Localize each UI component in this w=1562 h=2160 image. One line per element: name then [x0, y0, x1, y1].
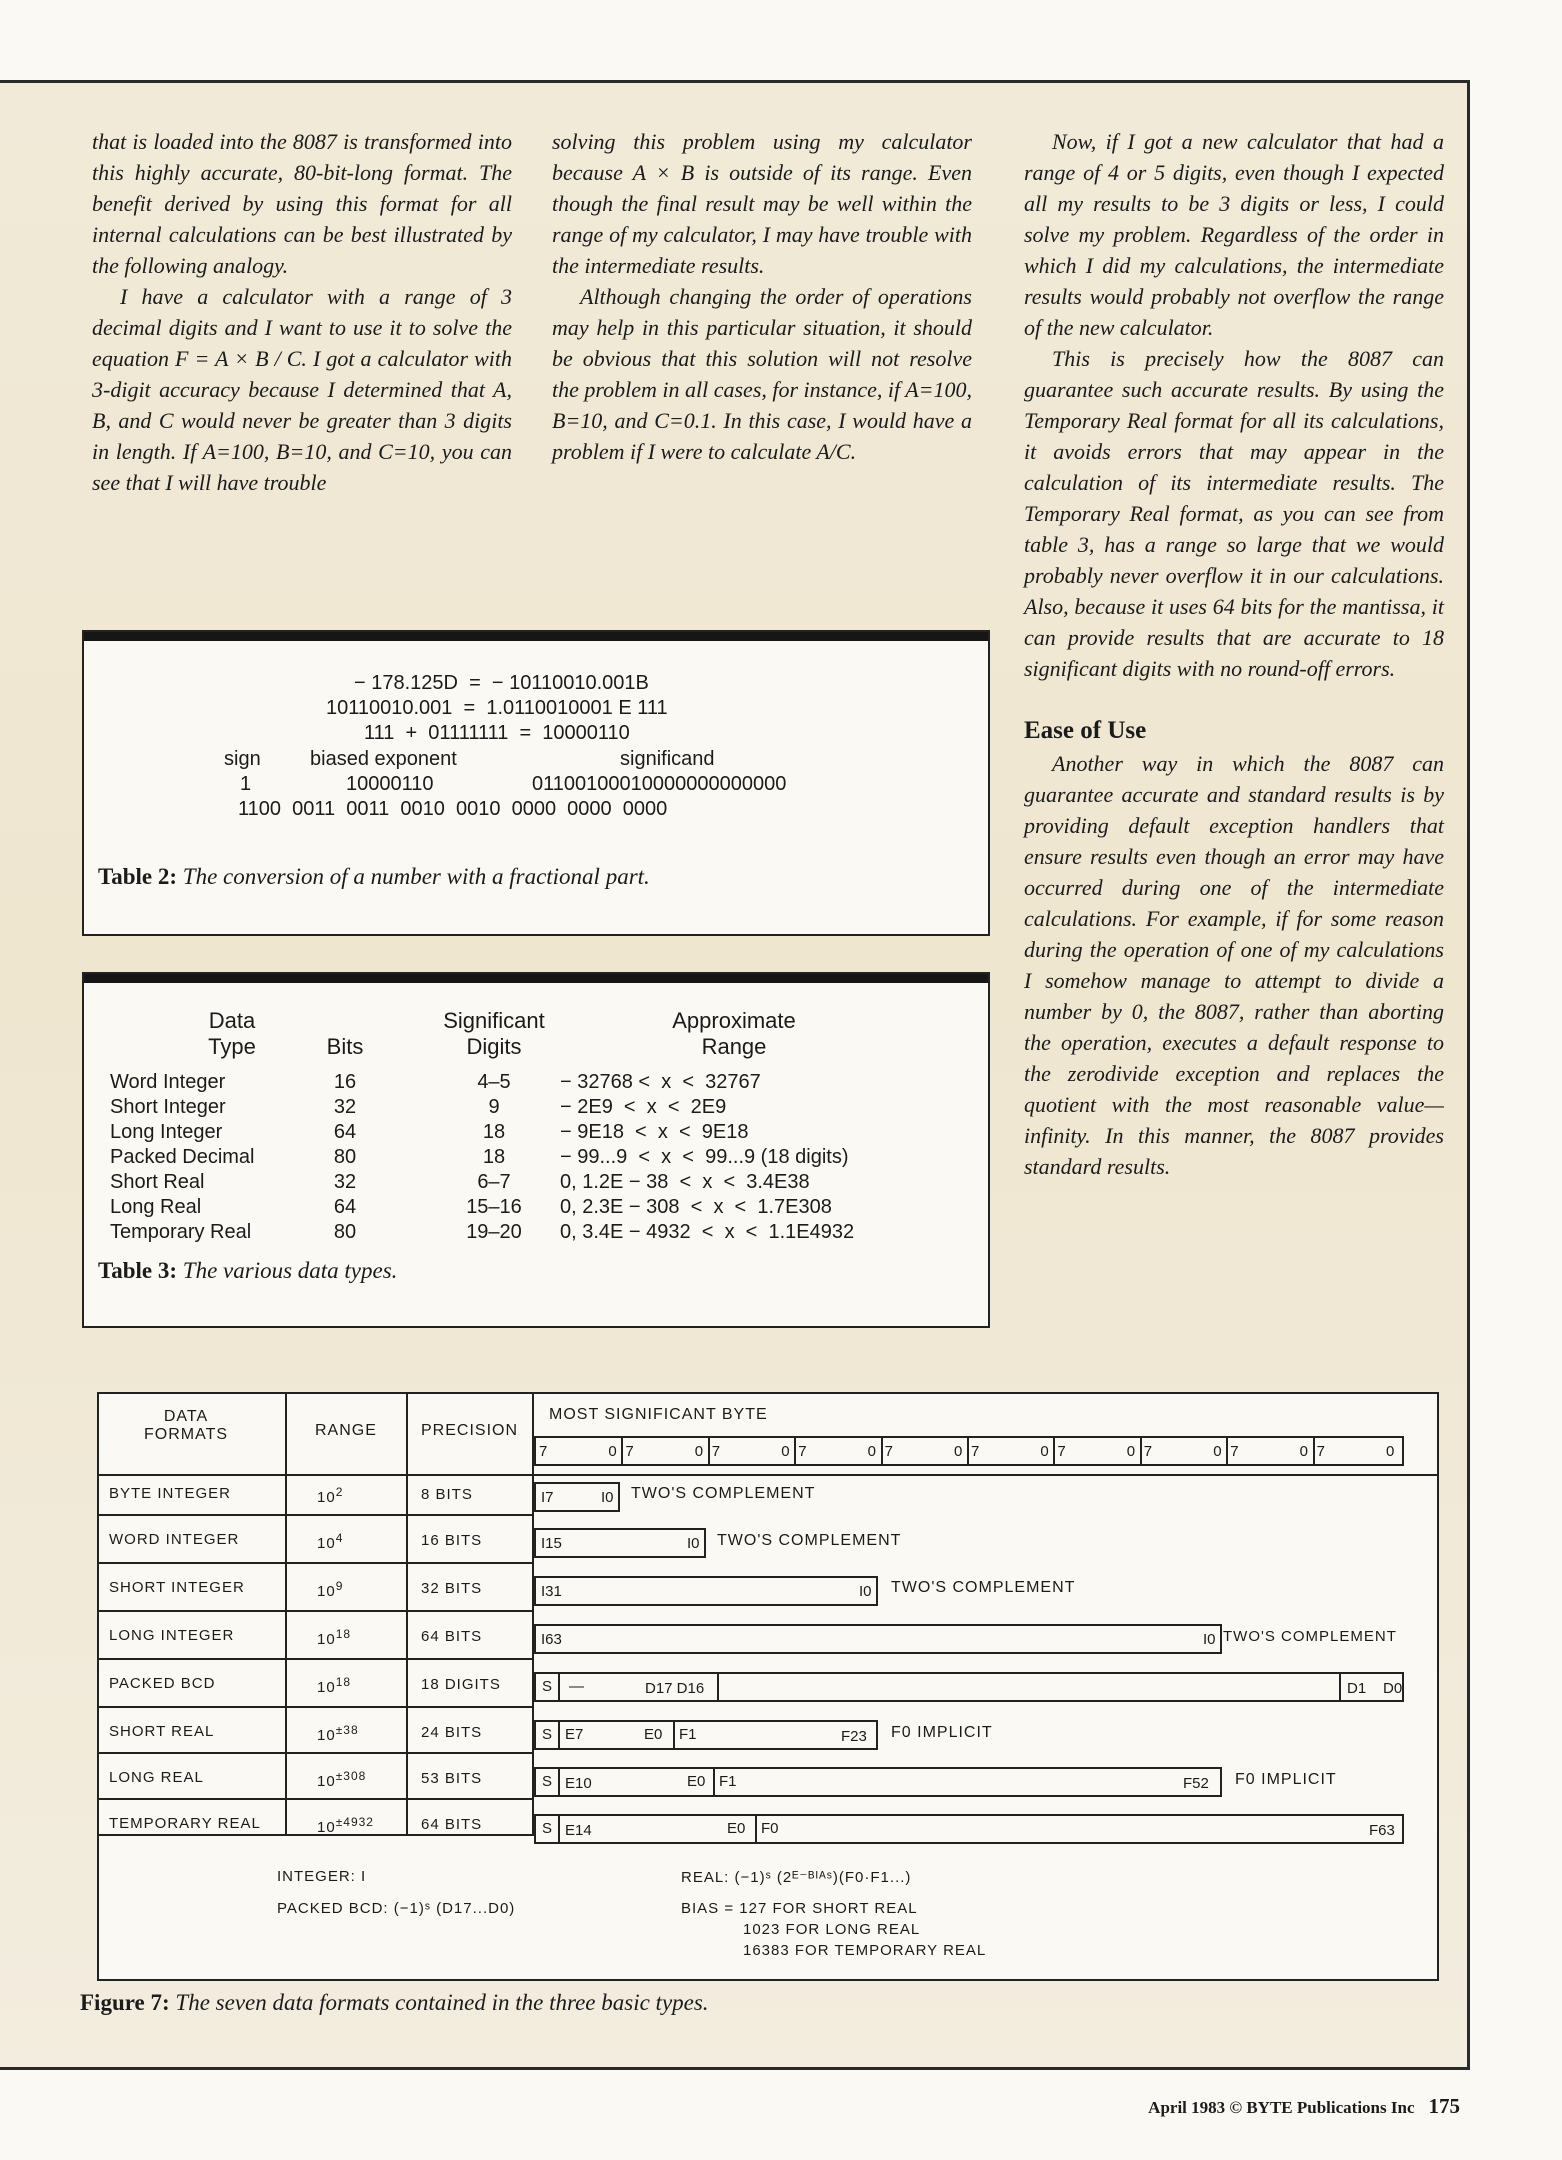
figure-7-caption [80, 1990, 709, 2016]
table-2 [82, 630, 990, 936]
bit-label: I15 [541, 1535, 562, 1552]
caption-text: The seven data formats contained in the three basic types. [175, 1990, 709, 2015]
bit-label: F1 [719, 1773, 737, 1790]
table-cell-type: Short Real [110, 1171, 205, 1193]
range-exponent: ±308 [335, 1769, 367, 1783]
row-divider [99, 1610, 534, 1612]
format-precision: 24 BITS [421, 1724, 483, 1741]
byte-mark: 0 [867, 1443, 876, 1460]
paragraph: Another way in which the 8087 can guarantee accurate and standard results is by providing default exception handlers that ensure results even though an error may have occurred during one of the intermediate calculations. For example, if for some reason during the operation of one of my calculations I somehow manage to attempt to divide a number by 0, the 8087, rather than aborting the operation, executes a default response to the zerodivide exception and replaces the quotient with the most reasonable value—infinity. In this manner, the 8087 provides standard results. [1024, 751, 1444, 1179]
byte-mark: 7 [625, 1443, 634, 1460]
format-range [317, 1815, 374, 1836]
paragraph: solving this problem using my calculator because A × B is outside of its range. Even though the final result may be well within the range of my calculator, I may have trouble with the intermediate results. [552, 129, 972, 278]
format-name: PACKED BCD [109, 1675, 216, 1692]
byte-mark: 0 [1040, 1443, 1049, 1460]
page-rule-bottom [0, 2067, 1470, 2070]
grid-line [406, 1394, 408, 1834]
format-precision: 16 BITS [421, 1532, 483, 1549]
caption-text: The various data types. [182, 1258, 398, 1283]
table-cell-bits: 80 [333, 1221, 357, 1243]
paragraph: Now, if I got a new calculator that had a range of 4 or 5 digits, even though I expected all my results to be 3 digits or less, I could solve my problem. Regardless of the order in which I did my calculations, the intermediate results would probably not overflow the range of the new calculator. [1024, 129, 1444, 340]
range-exponent: 18 [335, 1675, 352, 1689]
table-cell-bits: 64 [333, 1121, 357, 1143]
table-cell-range: − 99...9 < x < 99...9 (18 digits) [560, 1146, 849, 1168]
byte-divider [794, 1436, 796, 1464]
header-approximate-range: Approximate Range [672, 1008, 796, 1059]
format-precision: 53 BITS [421, 1770, 483, 1787]
format-name: LONG REAL [109, 1769, 204, 1786]
format-range [317, 1579, 343, 1600]
format-precision: 8 BITS [421, 1486, 473, 1503]
byte-mark: 7 [1057, 1443, 1066, 1460]
legend-packed-bcd: PACKED BCD: (−1)ˢ (D17...D0) [277, 1900, 516, 1917]
format-name: BYTE INTEGER [109, 1485, 232, 1502]
section-heading: Ease of Use [1024, 717, 1147, 744]
byte-strip [534, 1436, 1404, 1466]
conversion-line: − 178.125D = − 10110010.001B [354, 672, 649, 694]
bit-label: S [542, 1726, 553, 1743]
caption-text: The conversion of a number with a fractional part. [182, 864, 650, 889]
bit-label: F63 [1369, 1822, 1395, 1839]
caption-label: Table 2: [98, 864, 178, 889]
legend-bias: BIAS = 127 FOR SHORT REAL [681, 1900, 918, 1917]
field-divider [558, 1814, 560, 1844]
sign-label: sign [224, 748, 261, 770]
field-divider [755, 1814, 757, 1844]
table-cell-type: Temporary Real [110, 1221, 252, 1243]
field-divider [558, 1672, 560, 1702]
page-footer [1140, 2094, 1460, 2119]
range-exponent: 18 [335, 1627, 352, 1641]
grid-line [99, 1474, 1437, 1476]
byte-divider [881, 1436, 883, 1464]
row-divider [99, 1706, 534, 1708]
bit-label: F1 [679, 1726, 697, 1743]
format-precision: 64 BITS [421, 1816, 483, 1833]
format-note: F0 IMPLICIT [1235, 1771, 1337, 1788]
byte-divider [708, 1436, 710, 1464]
table-3 [82, 972, 990, 1328]
table-cell-range: 0, 3.4E − 4932 < x < 1.1E4932 [560, 1221, 855, 1243]
table-3-caption [98, 1258, 397, 1284]
table-cell-type: Long Real [110, 1196, 202, 1218]
significand-value: 01100100010000000000000 [532, 773, 787, 795]
table-cell-bits: 64 [333, 1196, 357, 1218]
byte-mark: 0 [1386, 1443, 1395, 1460]
sign-value: 1 [240, 773, 252, 795]
format-note: TWO'S COMPLEMENT [1223, 1628, 1397, 1645]
bit-label: D1 [1347, 1680, 1367, 1697]
bit-label: F0 [761, 1820, 779, 1837]
bit-label: — [569, 1678, 584, 1695]
field-divider [558, 1767, 560, 1797]
bit-label: E14 [565, 1822, 592, 1839]
short-real-field [534, 1720, 878, 1750]
format-name: TEMPORARY REAL [109, 1815, 261, 1832]
byte-divider [1313, 1436, 1315, 1464]
significand-label: significand [620, 748, 715, 770]
bit-label: I31 [541, 1583, 562, 1600]
byte-divider [621, 1436, 623, 1464]
paragraph: that is loaded into the 8087 is transformed into this highly accurate, 80-bit-long format. The benefit derived by using this format for all internal calculations can be best illustrated by the following analogy. [92, 129, 512, 278]
table-cell-bits: 32 [333, 1171, 357, 1193]
page-number: 175 [1428, 2094, 1460, 2118]
range-base: 10 [317, 1535, 336, 1552]
format-note: TWO'S COMPLEMENT [891, 1579, 1076, 1596]
byte-mark: 0 [1299, 1443, 1308, 1460]
bit-label: I0 [859, 1583, 872, 1600]
table-2-caption [98, 864, 650, 890]
table-cell-digits: 6–7 [477, 1171, 511, 1193]
exponent-value: 10000110 [346, 773, 434, 795]
format-precision: 18 DIGITS [421, 1676, 501, 1693]
header-range: RANGE [315, 1422, 377, 1439]
bit-label: I7 [541, 1489, 554, 1506]
paragraph: This is precisely how the 8087 can guarantee such accurate results. By using the Temporary Real format for all its calculations, it avoids errors that may appear in the calculation of its intermediate results. The Temporary Real format, as you can see from table 3, has a range so large that we would probably never overflow it in our calculations. Also, because it uses 64 bits for the mantissa, it can provide results that are accurate to 18 significant digits with no round-off errors. [1024, 346, 1444, 681]
byte-mark: 0 [694, 1443, 704, 1460]
format-range [317, 1627, 351, 1648]
range-base: 10 [317, 1631, 336, 1648]
table-cell-range: 0, 1.2E − 38 < x < 3.4E38 [560, 1171, 810, 1193]
bit-label: D0 [1383, 1680, 1403, 1697]
temporary-real-field [534, 1814, 1404, 1844]
range-base: 10 [317, 1583, 336, 1600]
footer-credit: April 1983 © BYTE Publications Inc [1148, 2098, 1415, 2117]
format-range [317, 1531, 343, 1552]
format-note: TWO'S COMPLEMENT [631, 1485, 816, 1502]
byte-mark: 7 [798, 1443, 807, 1460]
table-top-bar [84, 632, 988, 641]
table-cell-type: Packed Decimal [110, 1146, 255, 1168]
bit-label: E10 [565, 1775, 592, 1792]
field-divider [713, 1767, 715, 1797]
page-rule-right [1467, 80, 1470, 2070]
bit-label: I0 [601, 1489, 614, 1506]
byte-mark: 7 [1143, 1443, 1153, 1460]
table-cell-digits: 15–16 [466, 1196, 522, 1218]
header-most-significant-byte: MOST SIGNIFICANT BYTE [549, 1406, 768, 1423]
conversion-line: 111 + 01111111 = 10000110 [364, 722, 630, 744]
caption-label: Figure 7: [80, 1990, 170, 2015]
table-cell-bits: 16 [333, 1071, 357, 1093]
long-real-field [534, 1767, 1222, 1797]
range-base: 10 [317, 1773, 336, 1790]
byte-divider [967, 1436, 969, 1464]
grouped-bits: 1100 0011 0011 0010 0010 0000 0000 0000 [238, 798, 668, 820]
table-cell-type: Short Integer [110, 1096, 226, 1118]
header-bits: Bits [326, 1034, 364, 1059]
bit-label: S [542, 1773, 553, 1790]
byte-mark: 7 [539, 1443, 548, 1460]
table-top-bar [84, 974, 988, 983]
text-column-2 [552, 126, 972, 467]
row-divider [99, 1514, 534, 1516]
header-precision: PRECISION [421, 1422, 519, 1439]
format-range [317, 1675, 351, 1696]
page-rule-top [0, 80, 1470, 83]
bit-label: I63 [541, 1631, 562, 1648]
format-precision: 32 BITS [421, 1580, 483, 1597]
table-cell-digits: 18 [482, 1146, 506, 1168]
byte-divider [1226, 1436, 1228, 1464]
bit-label: D17 D16 [645, 1680, 705, 1697]
row-divider [99, 1798, 534, 1800]
legend-bias: 1023 FOR LONG REAL [743, 1921, 921, 1938]
table-cell-range: − 9E18 < x < 9E18 [560, 1121, 749, 1143]
grid-line [285, 1394, 287, 1834]
conversion-line: 10110010.001 = 1.0110010001 E 111 [326, 697, 668, 719]
paragraph: Although changing the order of operations may help in this particular situation, it should be obvious that this solution will not resolve the problem in all cases, for instance, if A=100, B=10, and C=0.1. In this case, I would have a problem if I were to calculate A/C. [552, 284, 972, 464]
byte-mark: 0 [1213, 1443, 1222, 1460]
format-range [317, 1723, 359, 1744]
table-cell-digits: 19–20 [466, 1221, 522, 1243]
format-range [317, 1485, 343, 1506]
row-divider [99, 1752, 534, 1754]
table-cell-type: Long Integer [110, 1121, 223, 1143]
byte-mark: 0 [608, 1443, 617, 1460]
format-note: F0 IMPLICIT [891, 1724, 993, 1741]
caption-label: Table 3: [98, 1258, 178, 1283]
byte-mark: 7 [711, 1443, 721, 1460]
legend-integer: INTEGER: I [277, 1868, 367, 1885]
byte-mark: 0 [1126, 1443, 1136, 1460]
row-divider [99, 1562, 534, 1564]
exponent-label: biased exponent [310, 748, 457, 770]
bit-label: S [542, 1820, 553, 1837]
byte-mark: 7 [1316, 1443, 1325, 1460]
table-cell-bits: 80 [333, 1146, 357, 1168]
format-name: LONG INTEGER [109, 1627, 235, 1644]
format-note: TWO'S COMPLEMENT [717, 1532, 902, 1549]
field-divider [558, 1720, 560, 1750]
header-significant-digits: Significant Digits [443, 1008, 545, 1059]
text-column-3 [1024, 126, 1444, 1182]
range-base: 10 [317, 1819, 336, 1836]
range-exponent: 2 [335, 1485, 344, 1499]
bit-label: I0 [687, 1535, 700, 1552]
header-data-type: Data Type [208, 1008, 256, 1059]
byte-mark: 7 [1230, 1443, 1239, 1460]
byte-divider [1140, 1436, 1142, 1464]
table-cell-digits: 18 [482, 1121, 506, 1143]
long-integer-field [534, 1624, 1222, 1654]
range-base: 10 [317, 1489, 336, 1506]
table-cell-range: 0, 2.3E − 308 < x < 1.7E308 [560, 1196, 832, 1218]
legend-real: REAL: (−1)ˢ (2ᴱ⁻ᴮᴵᴬˢ)(F0·F1...) [681, 1869, 912, 1886]
table-cell-range: − 2E9 < x < 2E9 [560, 1096, 727, 1118]
field-divider [717, 1672, 719, 1702]
bit-label: I0 [1203, 1631, 1216, 1648]
format-name: WORD INTEGER [109, 1531, 240, 1548]
header-data-formats: DATA FORMATS [144, 1408, 229, 1443]
short-integer-field [534, 1576, 878, 1606]
field-divider [1339, 1672, 1341, 1702]
range-base: 10 [317, 1727, 336, 1744]
byte-divider [1053, 1436, 1055, 1464]
byte-mark: 0 [954, 1443, 963, 1460]
bit-label: E0 [644, 1726, 663, 1743]
table-cell-digits: 4–5 [477, 1071, 511, 1093]
byte-mark: 7 [884, 1443, 893, 1460]
format-range [317, 1769, 366, 1790]
range-exponent: ±4932 [335, 1815, 374, 1829]
figure-7 [97, 1392, 1439, 1981]
bit-label: S [542, 1678, 553, 1695]
bit-label: F52 [1183, 1775, 1209, 1792]
legend-bias: 16383 FOR TEMPORARY REAL [743, 1942, 987, 1959]
range-exponent: ±38 [335, 1723, 359, 1737]
bit-label: E0 [727, 1820, 746, 1837]
row-divider [99, 1658, 534, 1660]
table-cell-range: − 32768 < x < 32767 [560, 1071, 761, 1093]
bit-label: F23 [841, 1728, 867, 1745]
table-cell-digits: 9 [488, 1096, 500, 1118]
text-column-1 [92, 126, 512, 498]
range-base: 10 [317, 1679, 336, 1696]
paragraph: I have a calculator with a range of 3 decimal digits and I want to use it to solve the equation F = A × B / C. I got a calculator with 3-digit accuracy because I determined that A, B, and C would never be greater than 3 digits in length. If A=100, B=10, and C=10, you can see that I will have trouble [92, 284, 512, 495]
table-cell-bits: 32 [333, 1096, 357, 1118]
byte-mark: 7 [971, 1443, 980, 1460]
bit-label: E7 [565, 1726, 584, 1743]
table-cell-type: Word Integer [110, 1071, 226, 1093]
format-precision: 64 BITS [421, 1628, 483, 1645]
range-exponent: 9 [335, 1579, 344, 1593]
range-exponent: 4 [335, 1531, 344, 1545]
field-divider [673, 1720, 675, 1750]
format-name: SHORT INTEGER [109, 1579, 245, 1596]
format-name: SHORT REAL [109, 1723, 215, 1740]
bit-label: E0 [687, 1773, 706, 1790]
byte-mark: 0 [781, 1443, 790, 1460]
